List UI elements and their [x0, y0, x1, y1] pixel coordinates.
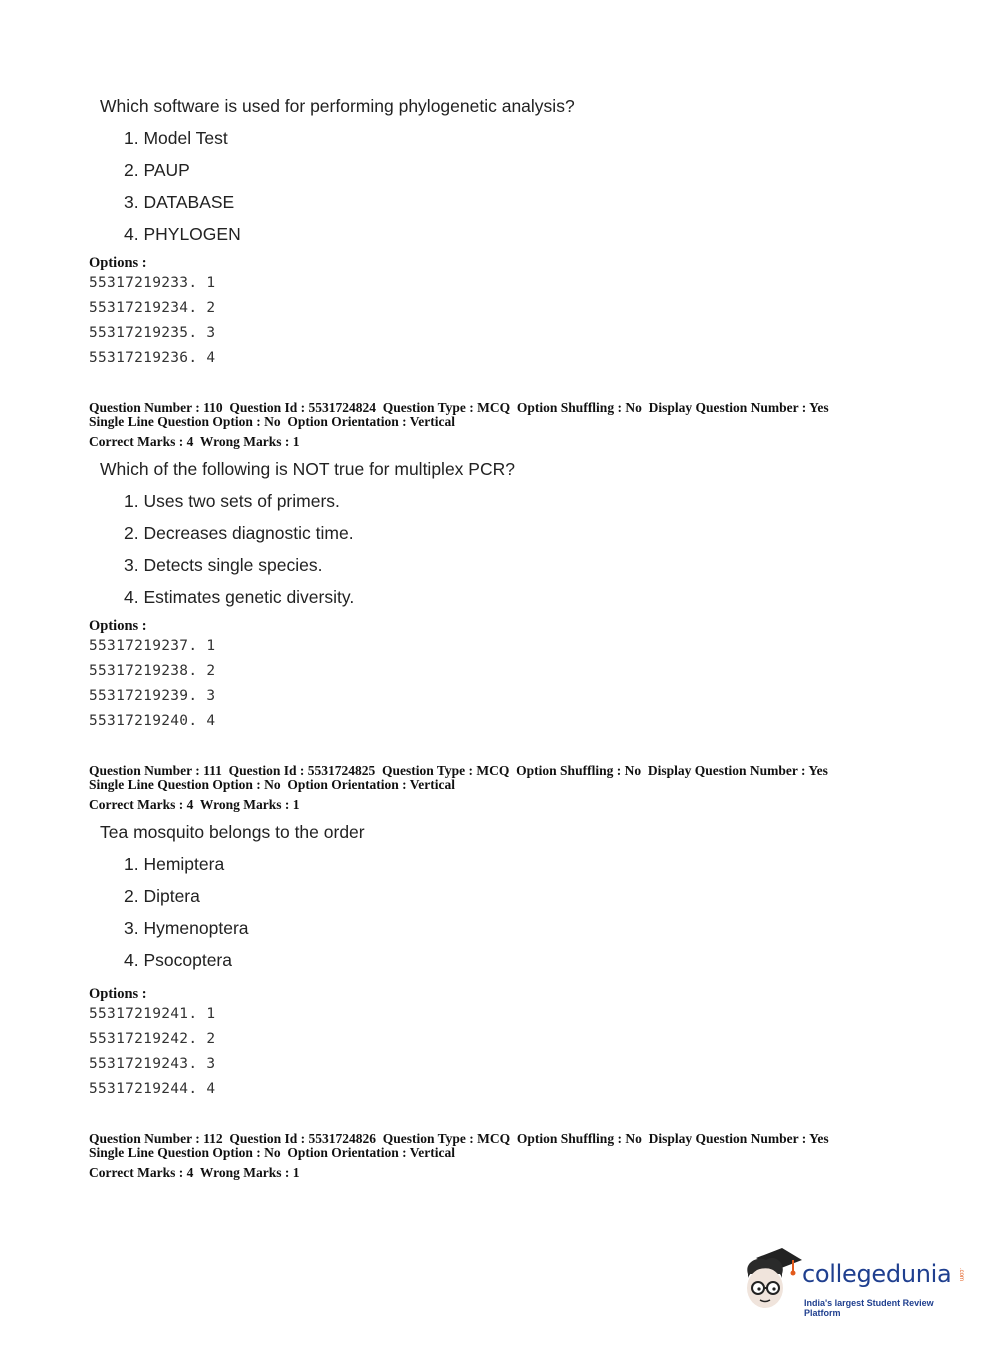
- option-id: 55317219237. 1: [89, 638, 216, 654]
- answer-choice: 3. Hymenoptera: [124, 918, 249, 938]
- logo-tagline: India's largest Student Review Platform: [804, 1298, 934, 1318]
- option-id: 55317219235. 3: [89, 325, 216, 341]
- question-meta: Single Line Question Option : No Option Orientation : Vertical: [89, 1145, 456, 1160]
- option-id: 55317219241. 1: [89, 1006, 216, 1022]
- option-id: 55317219240. 4: [89, 713, 216, 729]
- question-meta: Question Number : 110 Question Id : 5531724824 Question Type : MCQ Option Shuffling : No Display Question Number : Yes: [89, 400, 829, 415]
- question-marks: Correct Marks : 4 Wrong Marks : 1: [89, 1165, 300, 1180]
- option-id: 55317219239. 3: [89, 688, 216, 704]
- option-id: 55317219234. 2: [89, 300, 216, 316]
- option-id: 55317219243. 3: [89, 1056, 216, 1072]
- question-meta: Single Line Question Option : No Option Orientation : Vertical: [89, 777, 456, 792]
- question-text: Which of the following is NOT true for multiplex PCR?: [100, 459, 515, 479]
- question-meta: Single Line Question Option : No Option Orientation : Vertical: [89, 414, 456, 429]
- logo-wordmark: collegedunia: [802, 1260, 952, 1288]
- option-id: 55317219244. 4: [89, 1081, 216, 1097]
- option-id: 55317219236. 4: [89, 350, 216, 366]
- question-meta: Question Number : 111 Question Id : 5531724825 Question Type : MCQ Option Shuffling : No Display Question Number : Yes: [89, 763, 828, 778]
- question-meta: Question Number : 112 Question Id : 5531724826 Question Type : MCQ Option Shuffling : No Display Question Number : Yes: [89, 1131, 829, 1146]
- answer-choice: 1. Model Test: [124, 128, 228, 148]
- mascot-icon: [742, 1248, 802, 1318]
- answer-choice: 1. Hemiptera: [124, 854, 225, 874]
- answer-choice: 2. Diptera: [124, 886, 200, 906]
- options-label: Options :: [89, 255, 147, 271]
- option-id: 55317219242. 2: [89, 1031, 216, 1047]
- options-label: Options :: [89, 618, 147, 634]
- answer-choice: 4. PHYLOGEN: [124, 224, 241, 244]
- question-marks: Correct Marks : 4 Wrong Marks : 1: [89, 434, 300, 449]
- answer-choice: 4. Psocoptera: [124, 950, 232, 970]
- option-id: 55317219238. 2: [89, 663, 216, 679]
- answer-choice: 1. Uses two sets of primers.: [124, 491, 340, 511]
- answer-choice: 2. Decreases diagnostic time.: [124, 523, 354, 543]
- collegedunia-logo: [742, 1248, 972, 1318]
- answer-choice: 4. Estimates genetic diversity.: [124, 587, 355, 607]
- options-label: Options :: [89, 986, 147, 1002]
- question-text: Tea mosquito belongs to the order: [100, 822, 365, 842]
- answer-choice: 3. DATABASE: [124, 192, 235, 212]
- answer-choice: 3. Detects single species.: [124, 555, 323, 575]
- question-text: Which software is used for performing phylogenetic analysis?: [100, 96, 575, 116]
- question-marks: Correct Marks : 4 Wrong Marks : 1: [89, 797, 300, 812]
- logo-suffix: .com: [958, 1268, 964, 1282]
- option-id: 55317219233. 1: [89, 275, 216, 291]
- answer-choice: 2. PAUP: [124, 160, 190, 180]
